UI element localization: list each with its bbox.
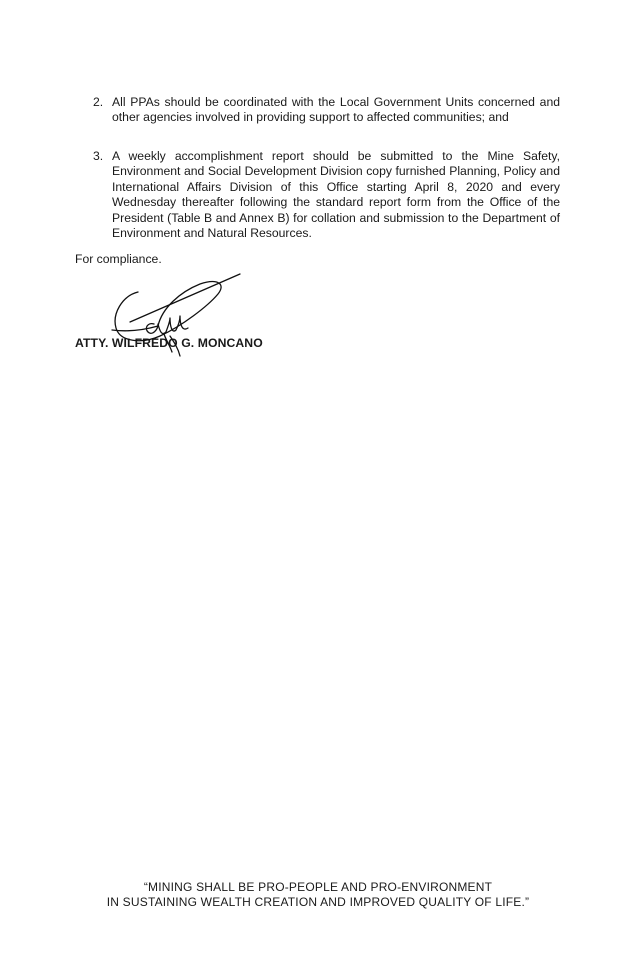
list-item-text: A weekly accomplishment report should be submitted to the Mine Safety, Environment and Social Development Division copy furnished Planning, Policy and International Affairs Division of this Office starting April 8, 2020 and every Wednesday thereafter following the standard report form from the Office of the President (Table B and Annex B) for collation and submission to the Department of Environment and Natural Resources.	[112, 149, 560, 241]
list-item-2	[93, 95, 560, 126]
list-item-number: 3.	[93, 149, 104, 163]
list-item-text: All PPAs should be coordinated with the Local Government Units concerned and other agencies involved in providing support to affected communities; and	[112, 95, 560, 125]
footer-motto	[0, 880, 636, 910]
signatory-name: ATTY. WILFREDO G. MONCANO	[75, 336, 263, 350]
list-item-3	[93, 149, 560, 241]
footer-motto-line-1: “MINING SHALL BE PRO-PEOPLE AND PRO-ENVIRONMENT	[143, 880, 493, 894]
signature-image	[108, 270, 248, 360]
closing-text: For compliance.	[75, 252, 162, 266]
list-item-number: 2.	[93, 95, 104, 109]
footer-motto-line-2: IN SUSTAINING WEALTH CREATION AND IMPROVED QUALITY OF LIFE.”	[106, 895, 530, 909]
